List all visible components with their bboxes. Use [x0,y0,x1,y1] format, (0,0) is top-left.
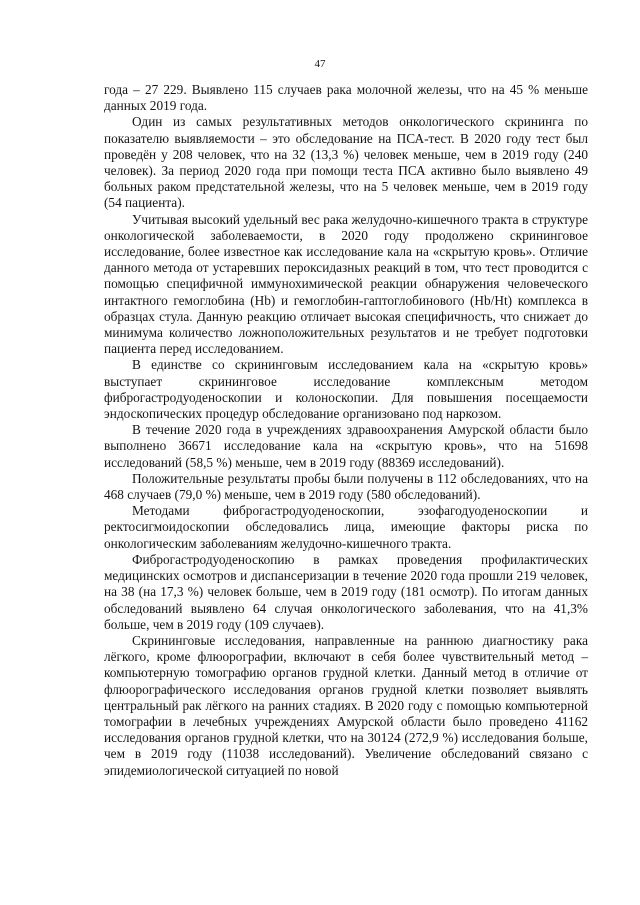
page-number: 47 [314,58,326,70]
paragraph-stool-tests: В течение 2020 года в учреждениях здравоохранения Амурской области было выполнено 36671 исследование кала на «скрытую кровь», что на 51698 исследований (58,5 %) меньше, чем в 2019 году (88369 исследований). [104,422,588,470]
document-body [104,82,588,779]
paragraph-lung-ct: Скрининговые исследования, направленные на раннюю диагностику рака лёгкого, кроме флюорографии, включают в себя более чувствительный метод – компьютерную томографию органов грудной клетки. Данный метод в отличие от флюорографического исследования органов грудной клетки позволяет выявлять центральный рак лёгкого на ранних стадиях. В 2020 году с помощью компьютерной томографии в лечебных учреждениях Амурской области было проведено 41162 исследования органов грудной клетки, что на 30124 (272,9 %) исследования больше, чем в 2019 году (11038 исследований). Увеличение обследований связано с эпидемиологической ситуацией по новой [104,632,588,778]
paragraph-psa-test: Один из самых результативных методов онкологического скрининга по показателю выявляемости – это обследование на ПСА-тест. В 2020 году тест был проведён у 208 человек, что на 32 (13,3 %) человек меньше, чем в 2019 году (240 человек). За период 2020 года при помощи теста ПСА активно было выявлено 49 больных раком предстательной железы, что на 5 человек меньше, чем в 2019 году (54 пациента). [104,114,588,211]
paragraph-endoscopy: В единстве со скрининговым исследованием кала на «скрытую кровь» выступает скрининговое исследование комплексным методом фиброгастродуоденоскопии и колоноскопии. Для повышения посещаемости эндоскопических процедур обследование организовано под наркозом. [104,357,588,422]
paragraph-positive-results: Положительные результаты пробы были получены в 112 обследованиях, что на 468 случаев (79,0 %) меньше, чем в 2019 году (580 обследований). [104,470,588,503]
paragraph-fgds: Фиброгастродуоденоскопию в рамках проведения профилактических медицинских осмотров и диспансеризации в течение 2020 года прошли 219 человек, на 38 (на 17,3 %) человек больше, чем в 2019 году (181 осмотр). По итогам данных обследований выявлено 64 случая онкологического заболевания, что на 41,3% больше, чем в 2019 году (109 случаев). [104,551,588,632]
paragraph-breast-cancer: года – 27 229. Выявлено 115 случаев рака молочной железы, что на 45 % меньше данных 2019 года. [104,82,588,114]
paragraph-risk-groups: Методами фиброгастродуоденоскопии, эзофагодуоденоскопии и ректосигмоидоскопии обследовались лица, имеющие факторы риска по онкологическим заболеваниям желудочно-кишечного тракта. [104,503,588,551]
paragraph-occult-blood: Учитывая высокий удельный вес рака желудочно-кишечного тракта в структуре онкологической заболеваемости, в 2020 году продолжено скрининговое исследование, более известное как исследование кала на «скрытую кровь». Отличие данного метода от устаревших пероксидазных реакций в том, что тест проводится с помощью специфичной иммунохимической реакции обнаружения человеческого интактного гемоглобина (Hb) и гемоглобин-гаптоглобинового (Hb/Ht) комплекса в образцах стула. Данную реакцию отличает высокая специфичность, что снижает до минимума количество ложноположительных результатов и не требует подготовки пациента перед исследованием. [104,211,588,357]
